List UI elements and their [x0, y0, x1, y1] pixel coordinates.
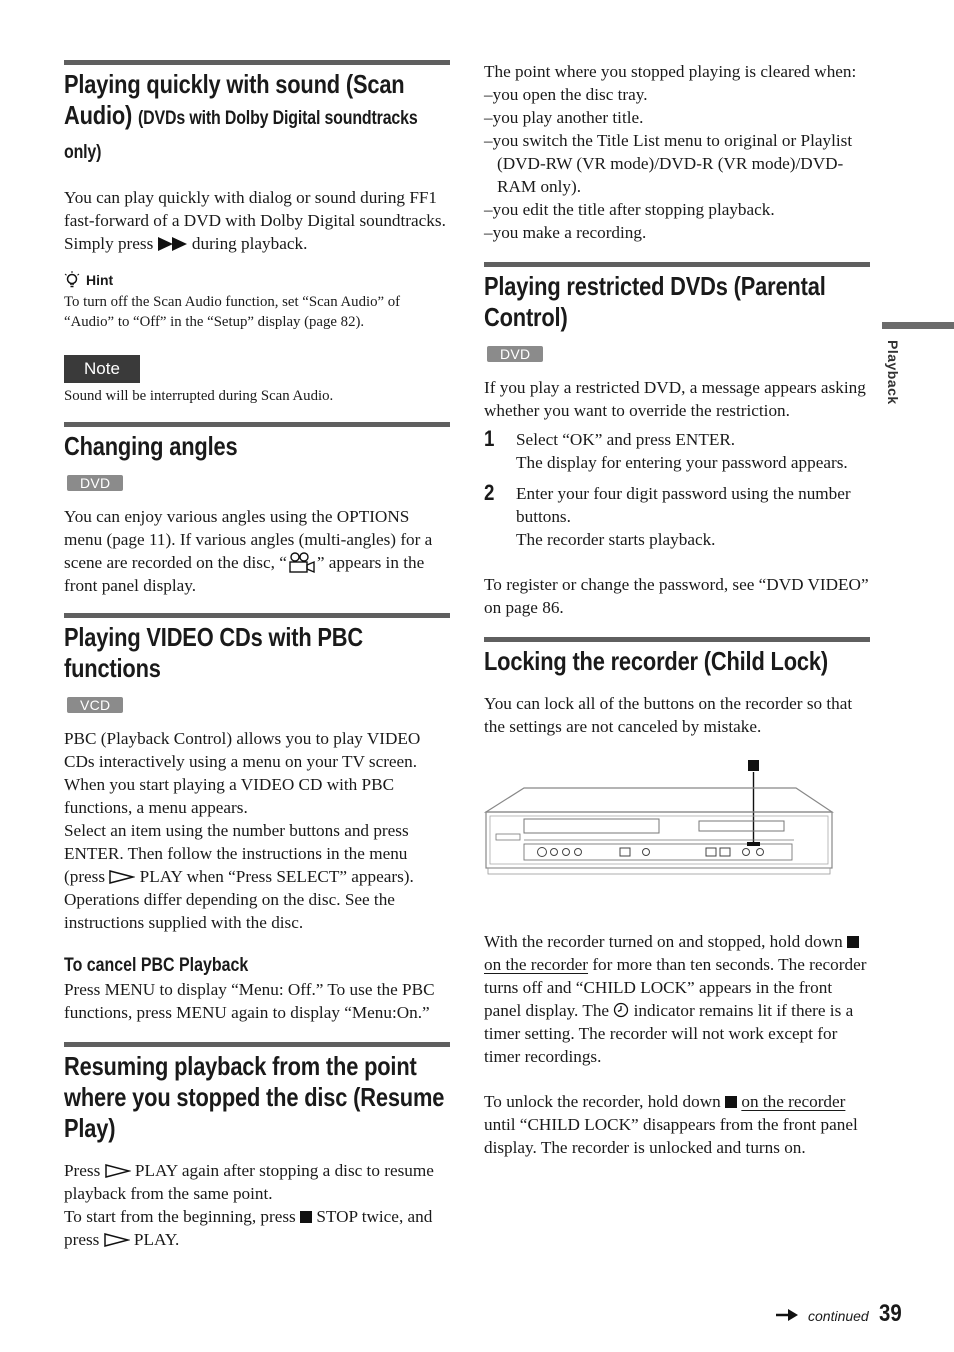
section-angles [64, 422, 450, 462]
vcd-p1: PBC (Playback Control) allows you to play VIDEO CDs interactively using a menu on your TV screen. [64, 729, 421, 771]
step-number: 2 [484, 480, 495, 505]
vcd-p2: When you start playing a VIDEO CD with PBC functions, a menu appears. [64, 775, 395, 817]
stop-icon [725, 1096, 737, 1108]
page-number: 39 [878, 1300, 902, 1327]
child-lock-instructions: With the recorder turned on and stopped, hold down on the recorder for more than ten seconds. The recorder turns off and “CHILD LOCK” appears in the front panel display. The indicator remains lit if there is a timer setting. The recorder will not work except for timer recordings. [484, 932, 867, 1066]
cleared-intro: The point where you stopped playing is cleared when: [484, 62, 857, 81]
resume-p1: Press PLAY again after stopping a disc to resume playback from the same point. [64, 1161, 434, 1203]
arrow-right-icon [776, 1309, 798, 1321]
angles-body: You can enjoy various angles using the OPTIONS menu (page 11). If various angles (multi-angles) for a scene are recorded on the disc, “ ” appears in the front panel display. [64, 507, 433, 595]
cancel-pbc-text: Press MENU to display “Menu: Off.” To use the PBC functions, press MENU again to display “Menu:On.” [64, 980, 435, 1022]
continued-label: continued [808, 1308, 869, 1324]
section-title: Changing angles [64, 431, 238, 461]
step-result: The display for entering your password appears. [516, 453, 848, 472]
section-parental [484, 262, 870, 333]
section-title: Playing quickly with sound (Scan Audio) (DVDs with Dolby Digital soundtracks only) [64, 69, 418, 163]
cleared-item: –you play another title. [484, 108, 644, 127]
note-text: Sound will be interrupted during Scan Audio. [64, 388, 334, 404]
play-icon [105, 1164, 131, 1178]
section-scan-audio [64, 60, 450, 168]
section-title: Locking the recorder (Child Lock) [484, 646, 828, 676]
vcd-p4: Operations differ depending on the disc. See the instructions supplied with the disc. [64, 890, 395, 932]
side-tab-label: Playback [885, 340, 901, 405]
step-2 [484, 482, 870, 551]
parental-intro: If you play a restricted DVD, a message appears asking whether you want to override the restriction. [484, 378, 866, 420]
hint-heading: Hint [64, 271, 450, 289]
child-lock-intro: You can lock all of the buttons on the recorder so that the settings are not canceled by mistake. [484, 694, 853, 736]
page-footer [776, 1300, 905, 1328]
section-resume [64, 1042, 450, 1144]
scan-audio-body: You can play quickly with dialog or sound during FF1 fast-forward of a DVD with Dolby Digital soundtracks. Simply press during playback. [64, 188, 446, 253]
timer-clock-icon [613, 1002, 629, 1018]
section-child-lock [484, 637, 870, 677]
play-icon [104, 1233, 130, 1247]
cleared-item: –you make a recording. [484, 223, 647, 242]
section-title: Resuming playback from the point where you stopped the disc (Resume Play) [64, 1051, 445, 1143]
stop-icon [300, 1211, 312, 1223]
stop-button-marker [748, 760, 759, 771]
stop-icon [847, 936, 859, 948]
note-label: Note [64, 355, 140, 383]
left-column [64, 60, 450, 1251]
cleared-item: –you switch the Title List menu to original or Playlist (DVD-RW (VR mode)/DVD-R (VR mode)/DVD-RAM only). [484, 131, 853, 196]
step-instruction: Select “OK” and press ENTER. [516, 430, 736, 449]
dvd-badge: DVD [67, 475, 123, 491]
play-icon [109, 870, 135, 884]
section-title: Playing VIDEO CDs with PBC functions [64, 622, 364, 683]
fast-forward-icon [158, 237, 188, 251]
section-vcd [64, 613, 450, 684]
step-result: The recorder starts playback. [516, 530, 716, 549]
section-title: Playing restricted DVDs (Parental Control) [484, 271, 826, 332]
cancel-pbc-heading: To cancel PBC Playback [64, 955, 249, 976]
step-1 [484, 428, 870, 474]
dvd-badge: DVD [487, 346, 543, 362]
register-password-text: To register or change the password, see “DVD VIDEO” on page 86. [484, 575, 869, 617]
vcd-badge: VCD [67, 697, 123, 713]
hint-text: To turn off the Scan Audio function, set “Scan Audio” of “Audio” to “Off” in the “Setup” display (page 82). [64, 294, 401, 330]
recorder-illustration [484, 754, 870, 914]
resume-p2: To start from the beginning, press STOP twice, and press PLAY. [64, 1207, 433, 1249]
cleared-item: –you open the disc tray. [484, 85, 648, 104]
side-tab-bar [882, 322, 954, 329]
cleared-item: –you edit the title after stopping playback. [484, 200, 775, 219]
right-column [484, 60, 870, 1159]
step-instruction: Enter your four digit password using the number buttons. [516, 484, 851, 526]
vcd-p3: Select an item using the number buttons and press ENTER. Then follow the instructions in the menu (press PLAY when “Press SELECT” appears). [64, 821, 414, 886]
step-number: 1 [484, 426, 495, 451]
lightbulb-icon [64, 271, 80, 289]
angle-camera-icon [287, 552, 317, 574]
child-lock-unlock: To unlock the recorder, hold down on the recorder until “CHILD LOCK” disappears from the front panel display. The recorder is unlocked and turns on. [484, 1092, 858, 1157]
